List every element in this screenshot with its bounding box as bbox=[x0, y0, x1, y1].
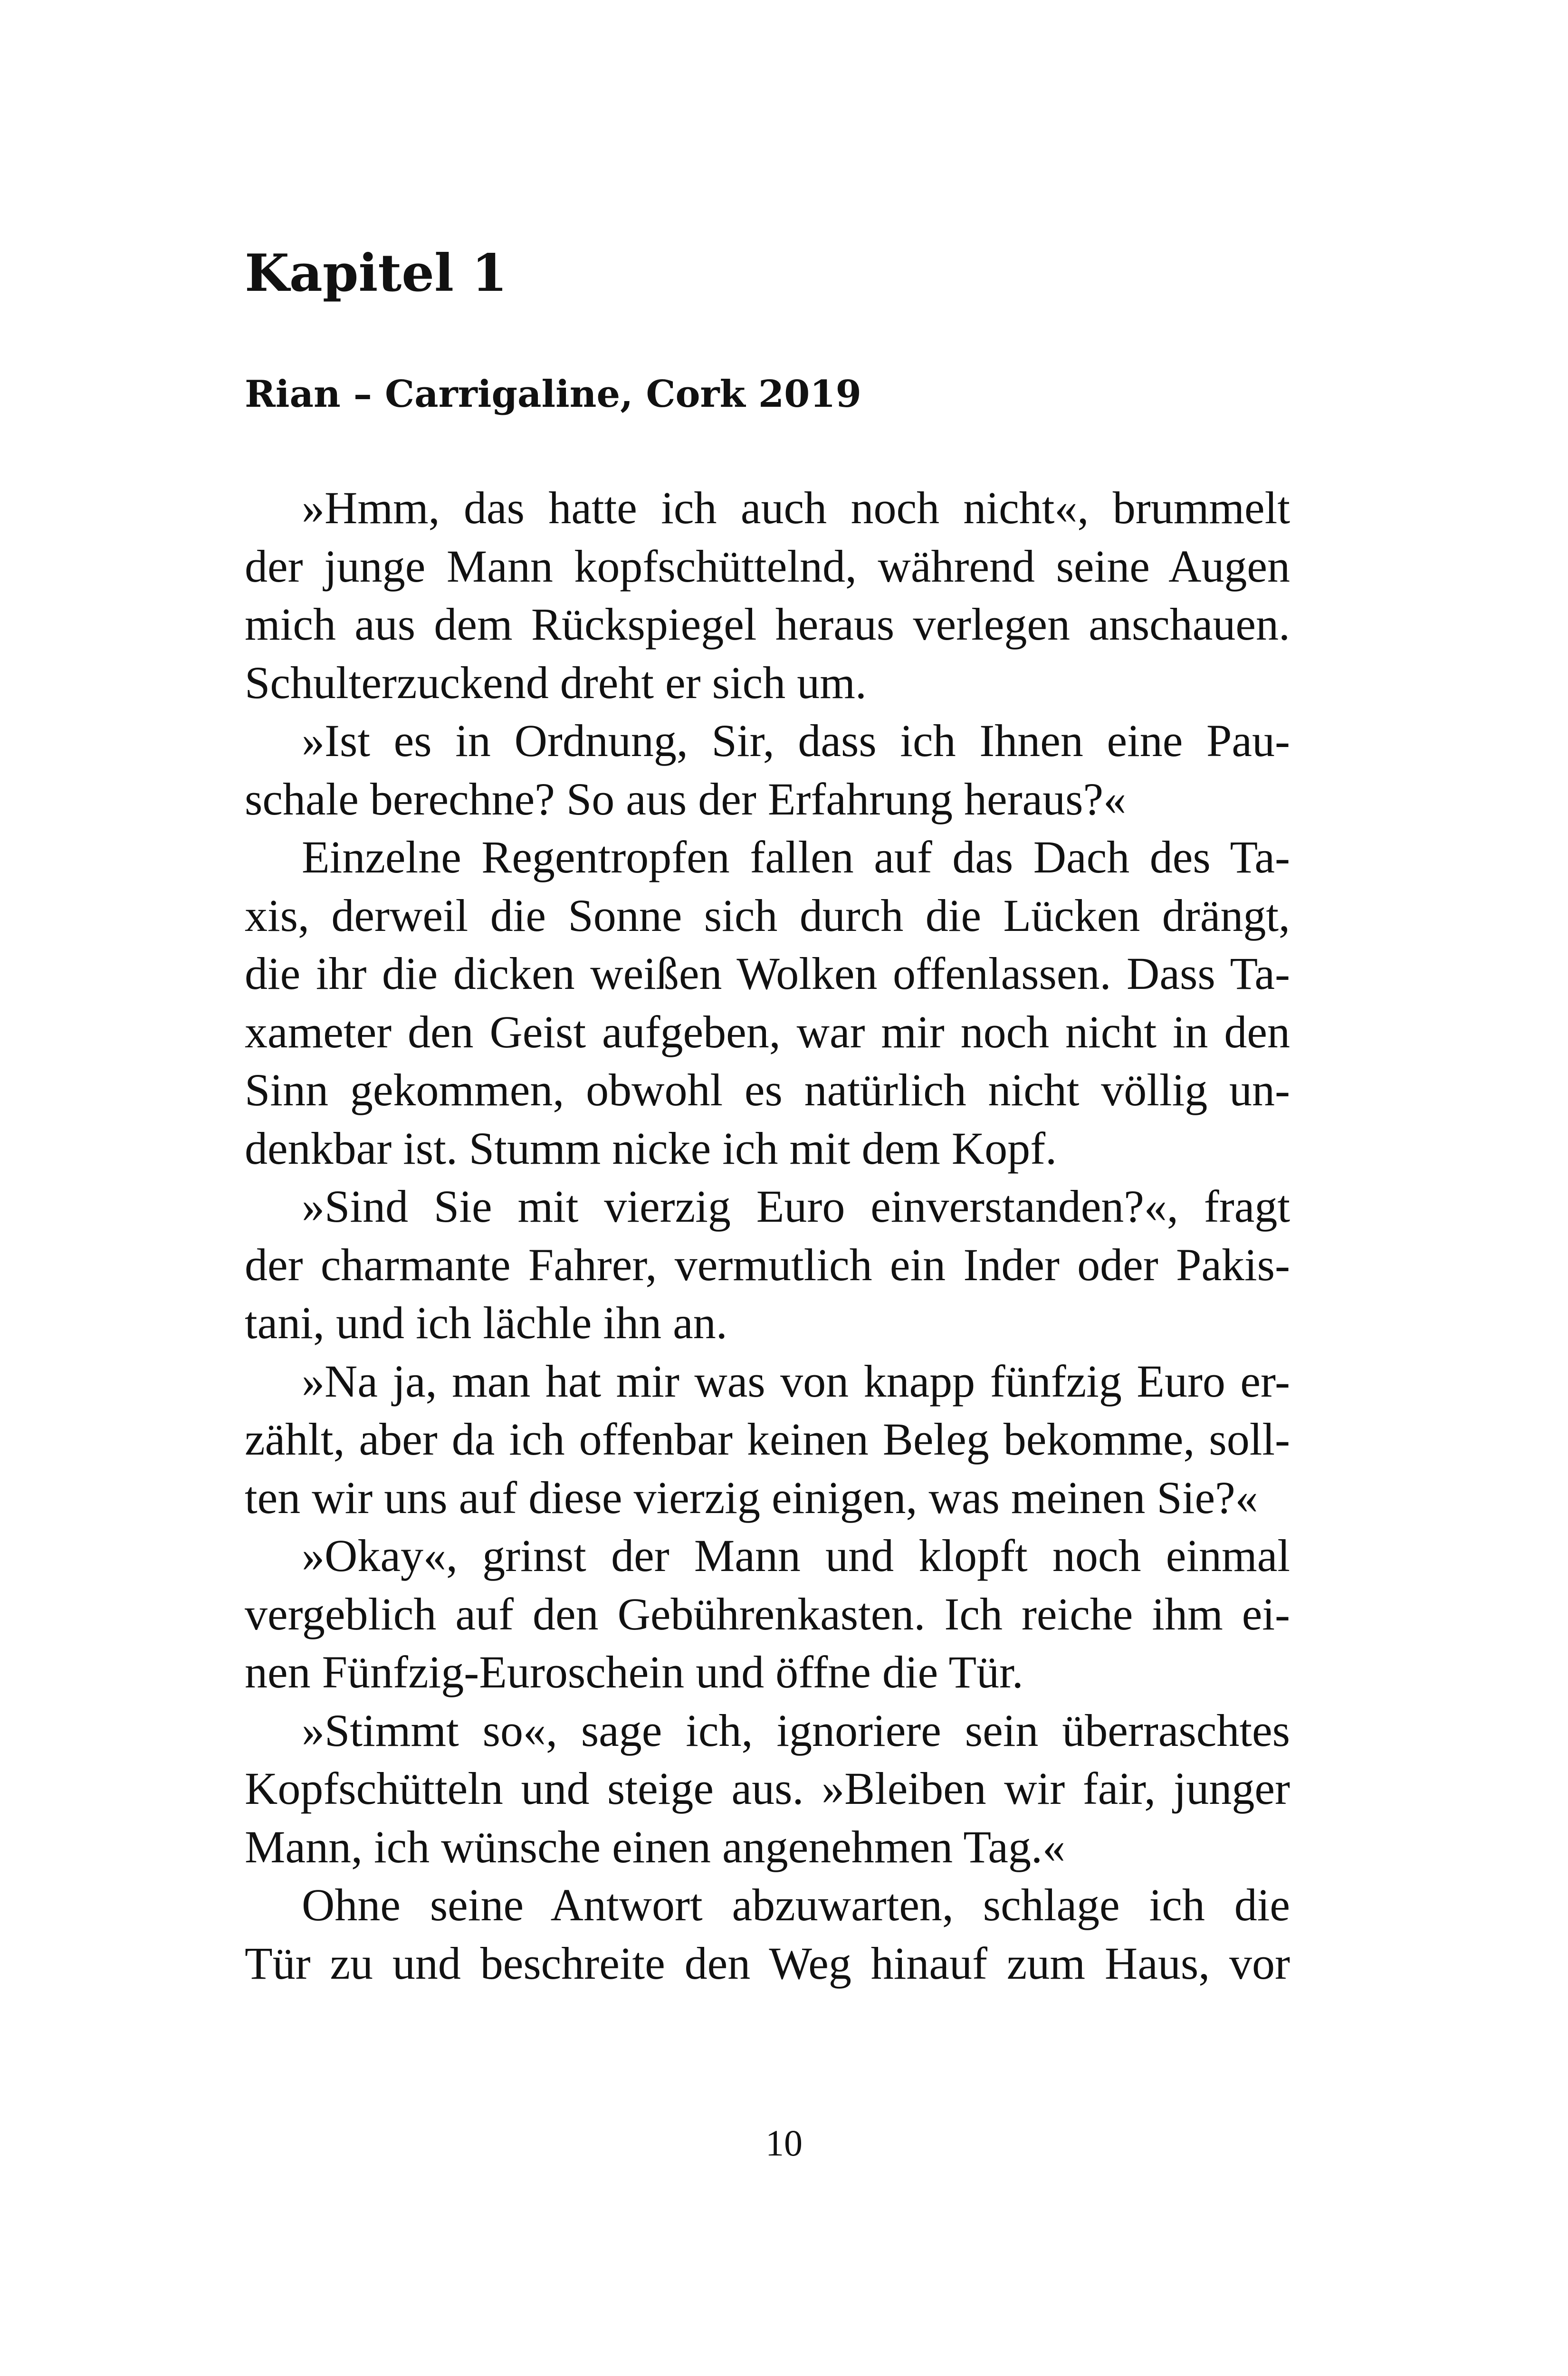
section-heading: Rian – Carrigaline, Cork 2019 bbox=[245, 373, 861, 416]
text-line: »Sind Sie mit vierzig Euro einverstanden?«, fragt bbox=[302, 1181, 1290, 1232]
text-line: Sinn gekommen, obwohl es natürlich nicht völlig un- bbox=[245, 1064, 1290, 1115]
text-line: Tür zu und beschreite den Weg hinauf zum Haus, vor bbox=[245, 1937, 1290, 1989]
text-line: Mann, ich wünsche einen angenehmen Tag.« bbox=[245, 1821, 1065, 1872]
text-line: denkbar ist. Stumm nicke ich mit dem Kopf. bbox=[245, 1122, 1057, 1174]
body-text bbox=[245, 479, 1290, 1993]
text-line: Schulterzuckend dreht er sich um. bbox=[245, 657, 867, 708]
page-number: 10 bbox=[765, 2122, 803, 2164]
text-line: tani, und ich lächle ihn an. bbox=[245, 1297, 727, 1348]
text-line: die ihr die dicken weißen Wolken offenlassen. Dass Ta- bbox=[245, 948, 1290, 999]
text-line: mich aus dem Rückspiegel heraus verlegen anschauen. bbox=[245, 599, 1290, 650]
text-line: xameter den Geist aufgeben, war mir noch nicht in den bbox=[245, 1006, 1290, 1057]
text-line: zählt, aber da ich offenbar keinen Beleg bekomme, soll- bbox=[245, 1414, 1290, 1465]
chapter-title: Kapitel 1 bbox=[245, 243, 507, 303]
text-line: xis, derweil die Sonne sich durch die Lücken drängt, bbox=[245, 890, 1290, 941]
text-line: »Na ja, man hat mir was von knapp fünfzig Euro er- bbox=[302, 1355, 1290, 1407]
text-line: nen Fünfzig-Euroschein und öffne die Tür. bbox=[245, 1647, 1023, 1697]
text-line: »Stimmt so«, sage ich, ignoriere sein überraschtes bbox=[302, 1705, 1290, 1756]
text-line: der junge Mann kopfschüttelnd, während seine Augen bbox=[245, 540, 1290, 592]
text-line: Einzelne Regentropfen fallen auf das Dach des Ta- bbox=[302, 832, 1290, 882]
text-line: vergeblich auf den Gebührenkasten. Ich reiche ihm ei- bbox=[245, 1588, 1290, 1639]
text-line: »Hmm, das hatte ich auch noch nicht«, brummelt bbox=[302, 482, 1290, 533]
text-line: »Okay«, grinst der Mann und klopft noch einmal bbox=[302, 1530, 1290, 1581]
text-line: Kopfschütteln und steige aus. »Bleiben wir fair, junger bbox=[245, 1763, 1290, 1814]
text-line: Ohne seine Antwort abzuwarten, schlage ich die bbox=[302, 1879, 1290, 1930]
text-line: schale berechne? So aus der Erfahrung heraus?« bbox=[245, 773, 1127, 824]
text-line: »Ist es in Ordnung, Sir, dass ich Ihnen eine Pau- bbox=[302, 715, 1290, 766]
text-line: der charmante Fahrer, vermutlich ein Inder oder Pakis- bbox=[245, 1239, 1290, 1290]
text-line: ten wir uns auf diese vierzig einigen, was meinen Sie?« bbox=[245, 1472, 1258, 1523]
